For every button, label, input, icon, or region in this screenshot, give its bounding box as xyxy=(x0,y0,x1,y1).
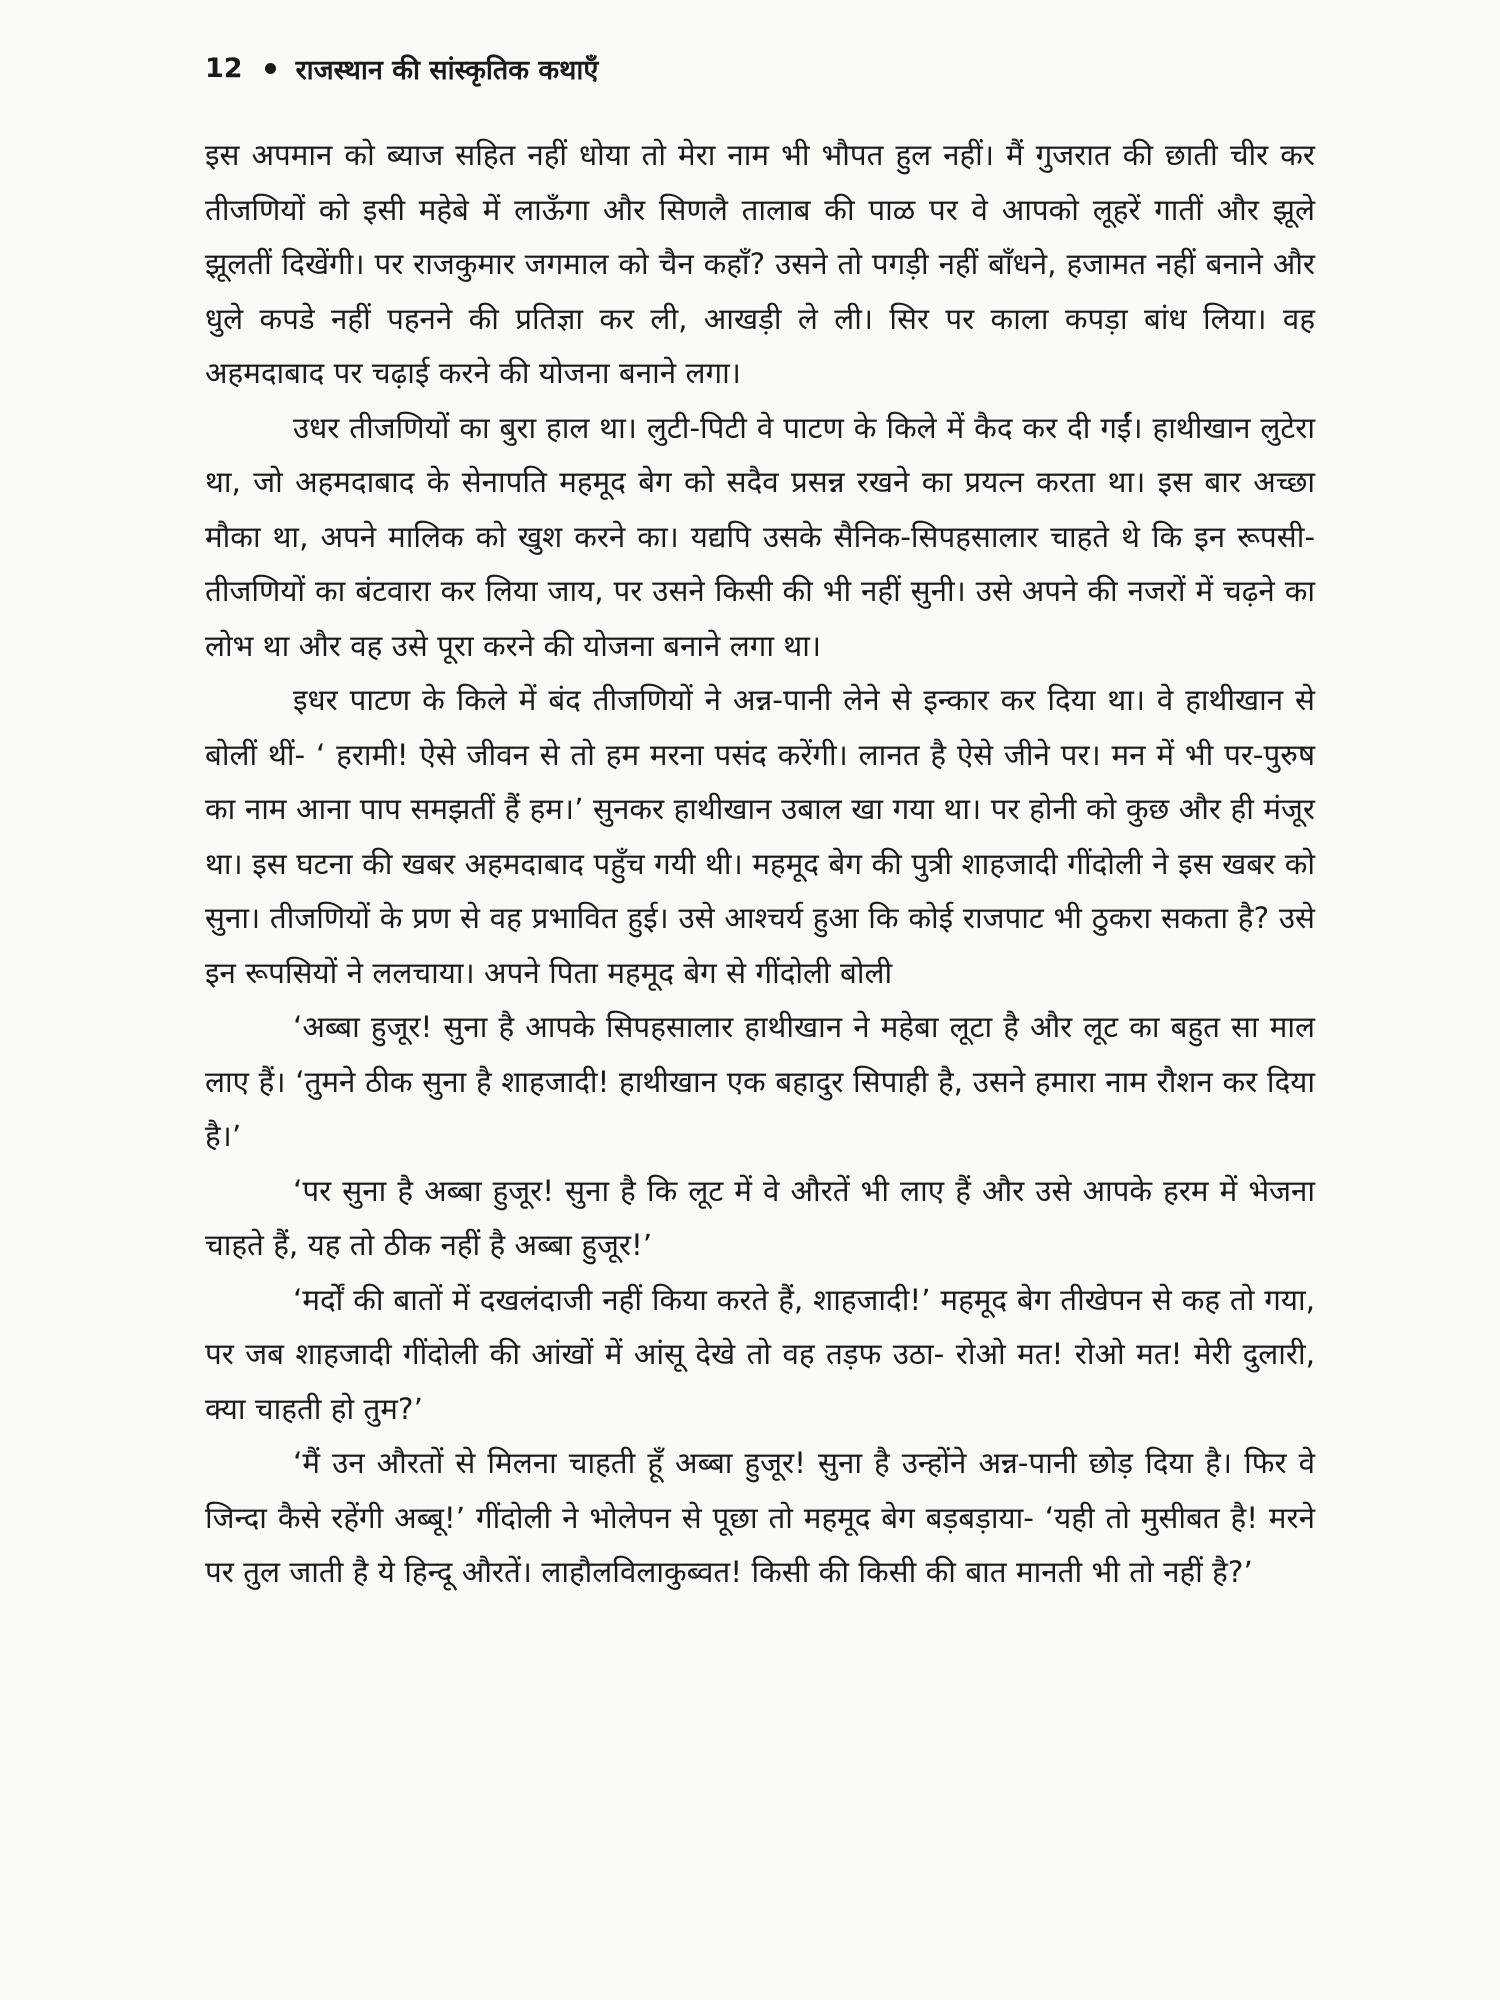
book-title: राजस्थान की सांस्कृतिक कथाएँ xyxy=(295,55,599,86)
paragraph-4: ‘अब्बा हुजूर! सुना है आपके सिपहसालार हाथीखान ने महेबा लूटा है और लूट का बहुत सा माल लाए हैं। ‘तुमने ठीक सुना है शाहजादी! हाथीखान एक बहादुर सिपाही है, उसने हमारा नाम रौशन कर दिया है।’ xyxy=(205,1010,1315,1153)
paragraph-7: ‘मैं उन औरतों से मिलना चाहती हूँ अब्बा हुजूर! सुना है उन्होंने अन्न-पानी छोड़ दिया है। फिर वे जिन्दा कैसे रहेंगी अब्बू!’ गींदोली ने भोलेपन से पूछा तो महमूद बेग बड़बड़ाया- ‘यही तो मुसीबत है! मरने पर तुल जाती है ये हिन्दू औरतें। लाहौलविलाकुब्वत! किसी की किसी की बात मानती भी तो नहीं है?’ xyxy=(205,1446,1315,1589)
running-header xyxy=(205,50,598,87)
page-number: 12 xyxy=(205,53,243,84)
body-text xyxy=(205,128,1315,1600)
paragraph-5: ‘पर सुना है अब्बा हुजूर! सुना है कि लूट में वे औरतें भी लाए हैं और उसे आपके हरम में भेजना चाहते हैं, यह तो ठीक नहीं है अब्बा हुजूर!’ xyxy=(205,1173,1315,1262)
bullet-separator xyxy=(265,63,276,74)
paragraph-6: ‘मर्दों की बातों में दखलंदाजी नहीं किया करते हैं, शाहजादी!’ महमूद बेग तीखेपन से कह तो गया, पर जब शाहजादी गींदोली की आंखों में आंसू देखे तो वह तड़फ उठा- रोओ मत! रोओ मत! मेरी दुलारी, क्या चाहती हो तुम?’ xyxy=(205,1282,1315,1426)
paragraph-1: इस अपमान को ब्याज सहित नहीं धोया तो मेरा नाम भी भौपत हुल नहीं। मैं गुजरात की छाती चीर कर तीजणियों को इसी महेबे में लाऊँगा और सिणलै तालाब की पाळ पर वे आपको लूहरें गातीं और झूले झूलतीं दिखेंगी। पर राजकुमार जगमाल को चैन कहाँ? उसने तो पगड़ी नहीं बाँधने, हजामत नहीं बनाने और धुले कपडे नहीं पहनने की प्रतिज्ञा कर ली, आखड़ी ले ली। सिर पर काला कपड़ा बांध लिया। वह अहमदाबाद पर चढ़ाई करने की योजना बनाने लगा। xyxy=(205,138,1315,390)
paragraph-3: इधर पाटण के किले में बंद तीजणियों ने अन्न-पानी लेने से इन्कार कर दिया था। वे हाथीखान से बोलीं थीं- ‘ हरामी! ऐसे जीवन से तो हम मरना पसंद करेंगी। लानत है ऐसे जीने पर। मन में भी पर-पुरुष का नाम आना पाप समझतीं हैं हम।’ सुनकर हाथीखान उबाल खा गया था। पर होनी को कुछ और ही मंजूर था। इस घटना की खबर अहमदाबाद पहुँच गयी थी। महमूद बेग की पुत्री शाहजादी गींदोली ने इस खबर को सुना। तीजणियों के प्रण से वह प्रभावित हुई। उसे आश्चर्य हुआ कि कोई राजपाट भी ठुकरा सकता है? उसे इन रूपसियों ने ललचाया। अपने पिता महमूद बेग से गींदोली बोली xyxy=(205,683,1315,990)
paragraph-2: उधर तीजणियों का बुरा हाल था। लुटी-पिटी वे पाटण के किले में कैद कर दी गईं। हाथीखान लुटेरा था, जो अहमदाबाद के सेनापति महमूद बेग को सदैव प्रसन्न रखने का प्रयत्न करता था। इस बार अच्छा मौका था, अपने मालिक को खुश करने का। यद्यपि उसके सैनिक-सिपहसालार चाहते थे कि इन रूपसी-तीजणियों का बंटवारा कर लिया जाय, पर उसने किसी की भी नहीं सुनी। उसे अपने की नजरों में चढ़ने का लोभ था और वह उसे पूरा करने की योजना बनाने लगा था। xyxy=(205,410,1315,663)
